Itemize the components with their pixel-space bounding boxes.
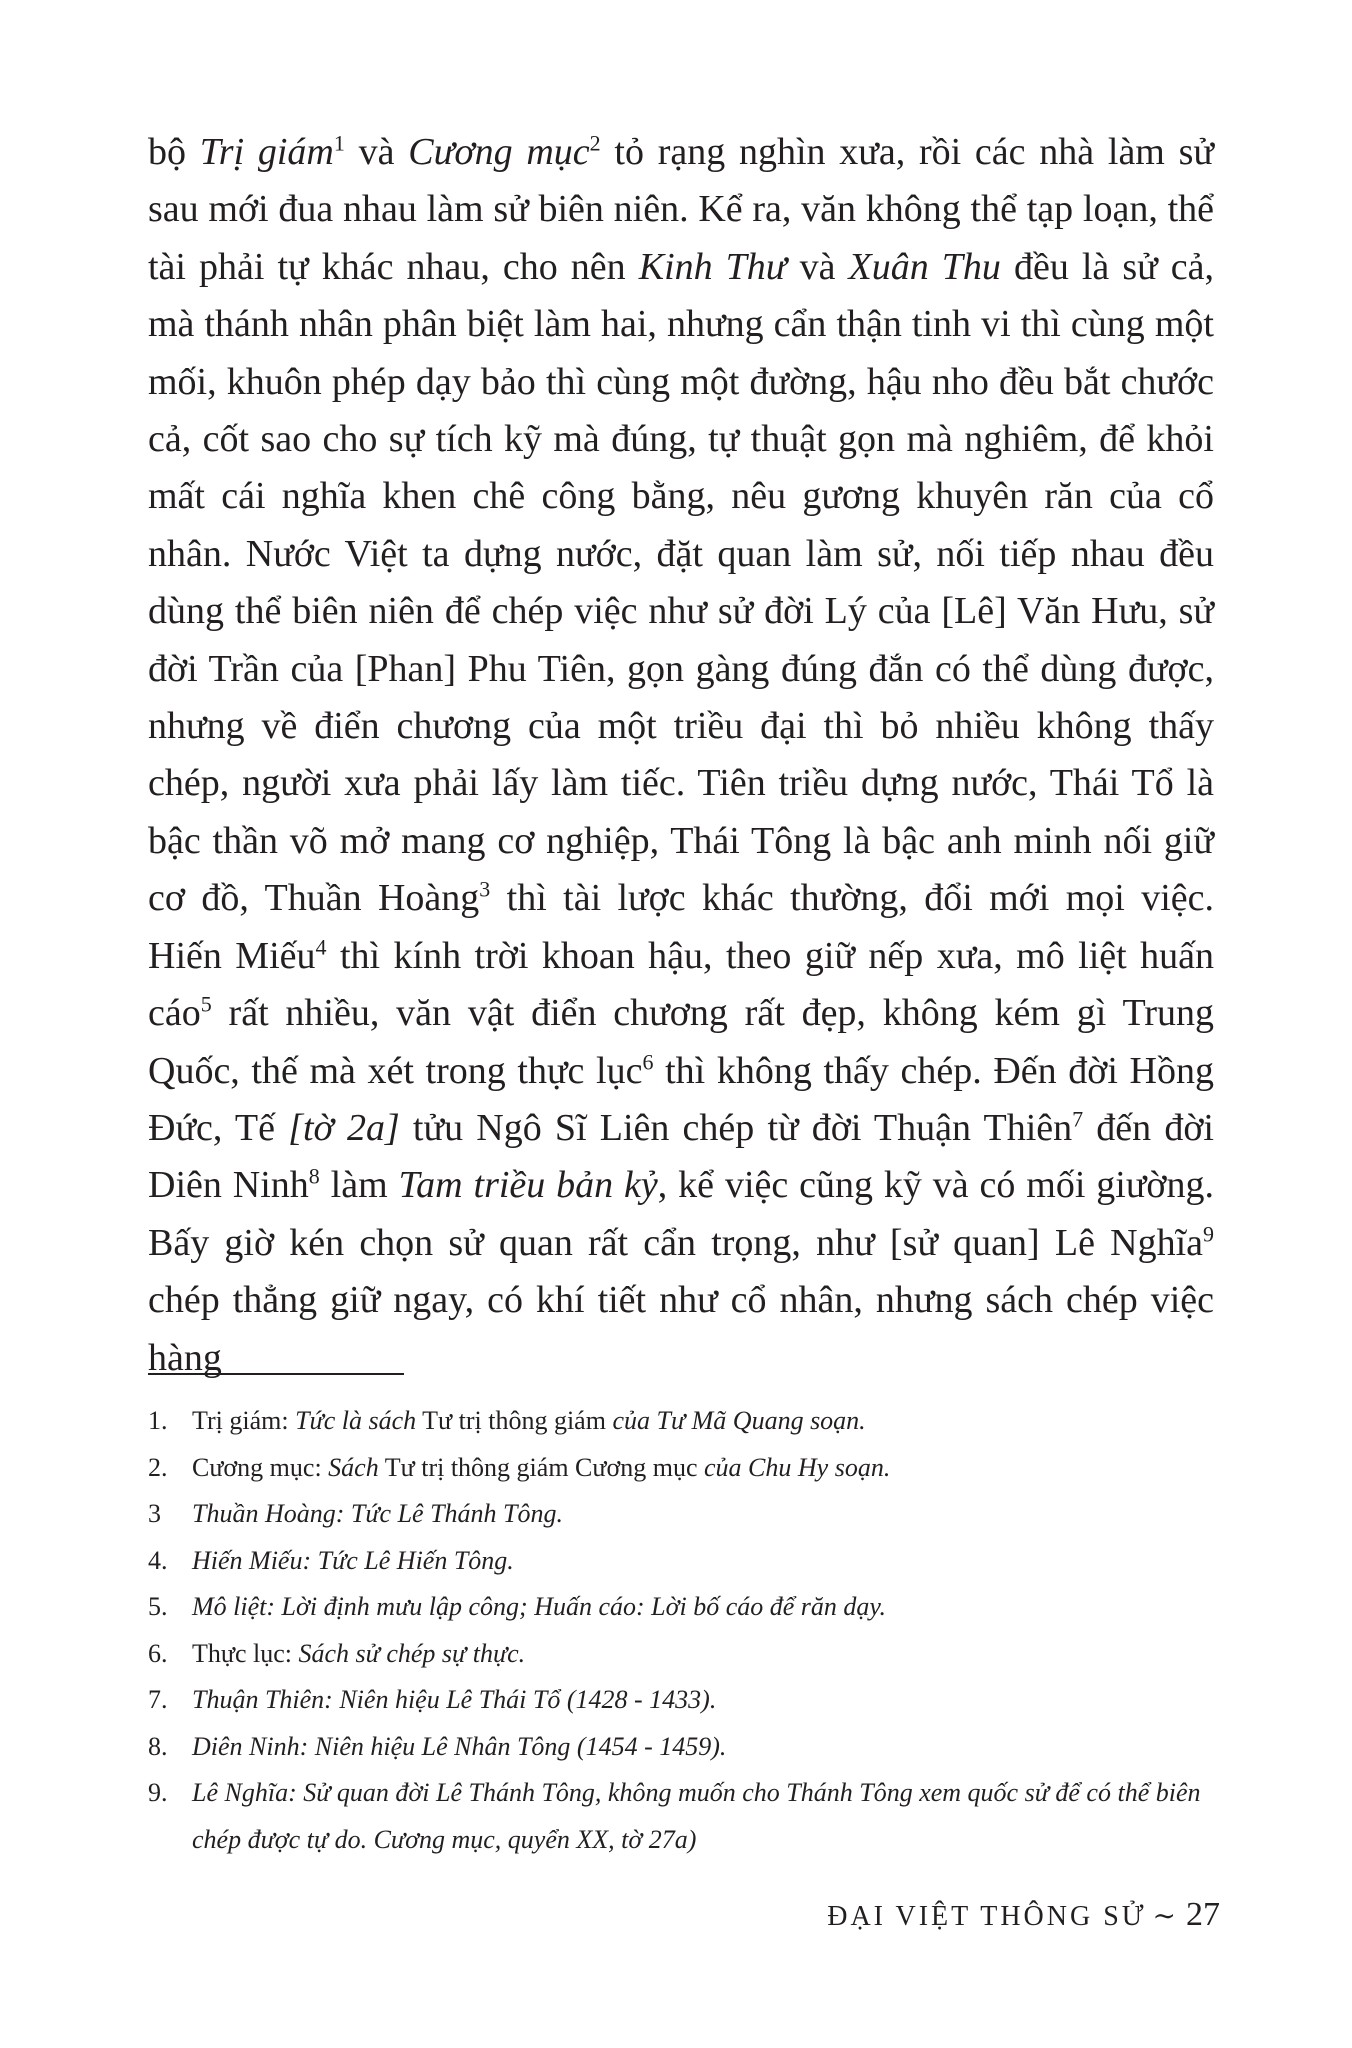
footnote-number: 7.: [148, 1685, 168, 1714]
footnote-text-italic: Mô liệt: Lời định mưu lập công; Huấn cáo: Lời bố cáo để răn dạy.: [192, 1592, 887, 1621]
footnote-item: [148, 1677, 1218, 1724]
body-text-run: thì kính trời khoan hậu, theo giữ nếp xưa, mô liệt huấn cáo: [148, 934, 1215, 1035]
book-title-tam-trieu-ban-ky: Tam triều bản kỷ: [398, 1164, 658, 1207]
footnote-separator: [148, 1373, 404, 1375]
footnote-text-italic: Sách: [328, 1452, 379, 1482]
footnote-text-italic: Tức là sách: [295, 1406, 417, 1435]
body-text-run: đến đời Diên Ninh: [148, 1106, 1214, 1207]
footnote-text-italic: của Tư Mã Quang soạn.: [612, 1406, 866, 1435]
body-text-run: làm: [319, 1164, 399, 1207]
footnote-item: [148, 1584, 1218, 1631]
footnote-number: 5.: [148, 1592, 168, 1621]
body-text-run: và: [786, 245, 849, 288]
footnote-ref-1: 1: [333, 130, 345, 156]
footnote-number: 1.: [148, 1406, 168, 1435]
footnote-text: Tư trị thông giám: [416, 1406, 613, 1435]
body-text-run: bộ: [148, 131, 200, 173]
footnote-ref-9: 9: [1203, 1221, 1214, 1247]
body-text-run: tỏ rạng nghìn xưa, rồi các nhà làm sử sau mới đua nhau làm sử biên niên. Kể ra, văn không thể tạp loạn, thể tài phải tự khác nhau, cho nên: [148, 131, 1214, 288]
book-title-tri-giam: Trị giám: [199, 131, 334, 173]
book-title-xuan-thu: Xuân Thu: [848, 245, 1001, 288]
footnote-ref-4: 4: [315, 934, 327, 960]
footnote-item: [148, 1445, 1218, 1492]
folio-marker: [tờ 2a]: [288, 1106, 400, 1149]
page-number: 27: [1186, 1896, 1220, 1933]
footnote-text-italic: Thuận Thiên: Niên hiệu Lê Thái Tổ (1428 - 1433).: [192, 1685, 717, 1714]
tilde-ornament-icon: ∼: [1152, 1901, 1176, 1932]
footnote-ref-7: 7: [1072, 1106, 1084, 1132]
footnote-text-italic: Lê Nghĩa: Sử quan đời Lê Thánh Tông, không muốn cho Thánh Tông xem quốc sử để có thể biên chép được tự do. Cương mục, quyển XX, tờ 27a): [192, 1778, 1201, 1854]
footnote-text-italic: của Chu Hy soạn.: [704, 1452, 891, 1482]
footnote-number: 4.: [148, 1545, 168, 1575]
footnote-term: Trị giám:: [192, 1406, 296, 1435]
footnote-ref-5: 5: [200, 991, 212, 1017]
footnote-item: [148, 1491, 1218, 1538]
footnote-term: Cương mục:: [192, 1452, 329, 1482]
book-title-cuong-muc: Cương mục: [408, 131, 590, 173]
page-footer: [827, 1896, 1220, 1934]
body-text-run: tửu Ngô Sĩ Liên chép từ đời Thuận Thiên: [399, 1106, 1073, 1149]
body-text-run: đều là sử cả, mà thánh nhân phân biệt làm hai, nhưng cẩn thận tinh vi thì cùng một mối, khuôn phép dạy bảo thì cùng một đường, hậu nho đều bắt chước cả, cốt sao cho sự tích kỹ mà đúng, tự thuật gọn mà nghiêm, để khỏi mất cái nghĩa khen chê công bằng, nêu gương khuyên răn của cổ nhân. Nước Việt ta dựng nước, đặt quan làm sử, nối tiếp nhau đều dùng thể biên niên để chép việc như sử đời Lý của [Lê] Văn Hưu, sử đời Trần của [Phan] Phu Tiên, gọn gàng đúng đắn có thể dùng được, nhưng về điển chương của một triều đại thì bỏ nhiều không thấy chép, người xưa phải lấy làm tiếc. Tiên triều dựng nước, Thái Tổ là bậc thần võ mở mang cơ nghiệp, Thái Tông là bậc anh minh nối giữ cơ đồ, Thuần Hoàng: [148, 245, 1214, 920]
footnote-number: 8.: [148, 1731, 168, 1761]
footnote-item: [148, 1398, 1218, 1445]
footnote-ref-2: 2: [589, 130, 601, 156]
footnote-text-italic: Sách sử chép sự thực.: [298, 1638, 526, 1668]
footnote-number: 6.: [148, 1638, 168, 1668]
body-text-run: thì tài lược khác thường, đổi mới mọi việc. Hiến Miếu: [148, 877, 1214, 977]
footnote-text-italic: Thuần Hoàng: Tức Lê Thánh Tông.: [192, 1499, 563, 1528]
footnote-item: [148, 1770, 1218, 1863]
body-text-run: và: [344, 131, 409, 173]
body-paragraph: [148, 124, 1214, 1387]
footnote-item: [148, 1724, 1218, 1771]
footnote-ref-6: 6: [642, 1048, 654, 1074]
body-text-run: thì không thấy chép. Đến đời Hồng Đức, Tế: [148, 1049, 1214, 1149]
footnote-number: 9.: [148, 1778, 168, 1807]
running-title: ĐẠI VIỆT THÔNG SỬ: [827, 1901, 1147, 1932]
body-text-run: rất nhiều, văn vật điển chương rất đẹp, không kém gì Trung Quốc, thế mà xét trong thực lục: [148, 992, 1214, 1092]
footnote-item: [148, 1631, 1218, 1678]
body-text-run: chép thẳng giữ ngay, có khí tiết như cổ nhân, nhưng sách chép việc hàng: [148, 1279, 1214, 1379]
footnote-text-italic: Diên Ninh: Niên hiệu Lê Nhân Tông (1454 - 1459).: [192, 1731, 727, 1761]
footnote-text: Tư trị thông giám Cương mục: [378, 1452, 704, 1482]
body-text-run: , kể việc cũng kỹ và có mối giường. Bấy giờ kén chọn sử quan rất cẩn trọng, như [sử quan] Lê Nghĩa: [148, 1164, 1215, 1264]
footnote-term: Thực lục:: [192, 1638, 299, 1668]
footnote-ref-8: 8: [308, 1163, 320, 1189]
footnote-text-italic: Hiến Miếu: Tức Lê Hiến Tông.: [192, 1545, 514, 1575]
footnote-number: 3: [148, 1499, 161, 1528]
footnote-list: [148, 1398, 1218, 1863]
footnote-item: [148, 1538, 1218, 1585]
footnote-ref-3: 3: [479, 876, 491, 902]
book-title-kinh-thu: Kinh Thư: [638, 245, 787, 288]
footnote-number: 2.: [148, 1452, 168, 1482]
